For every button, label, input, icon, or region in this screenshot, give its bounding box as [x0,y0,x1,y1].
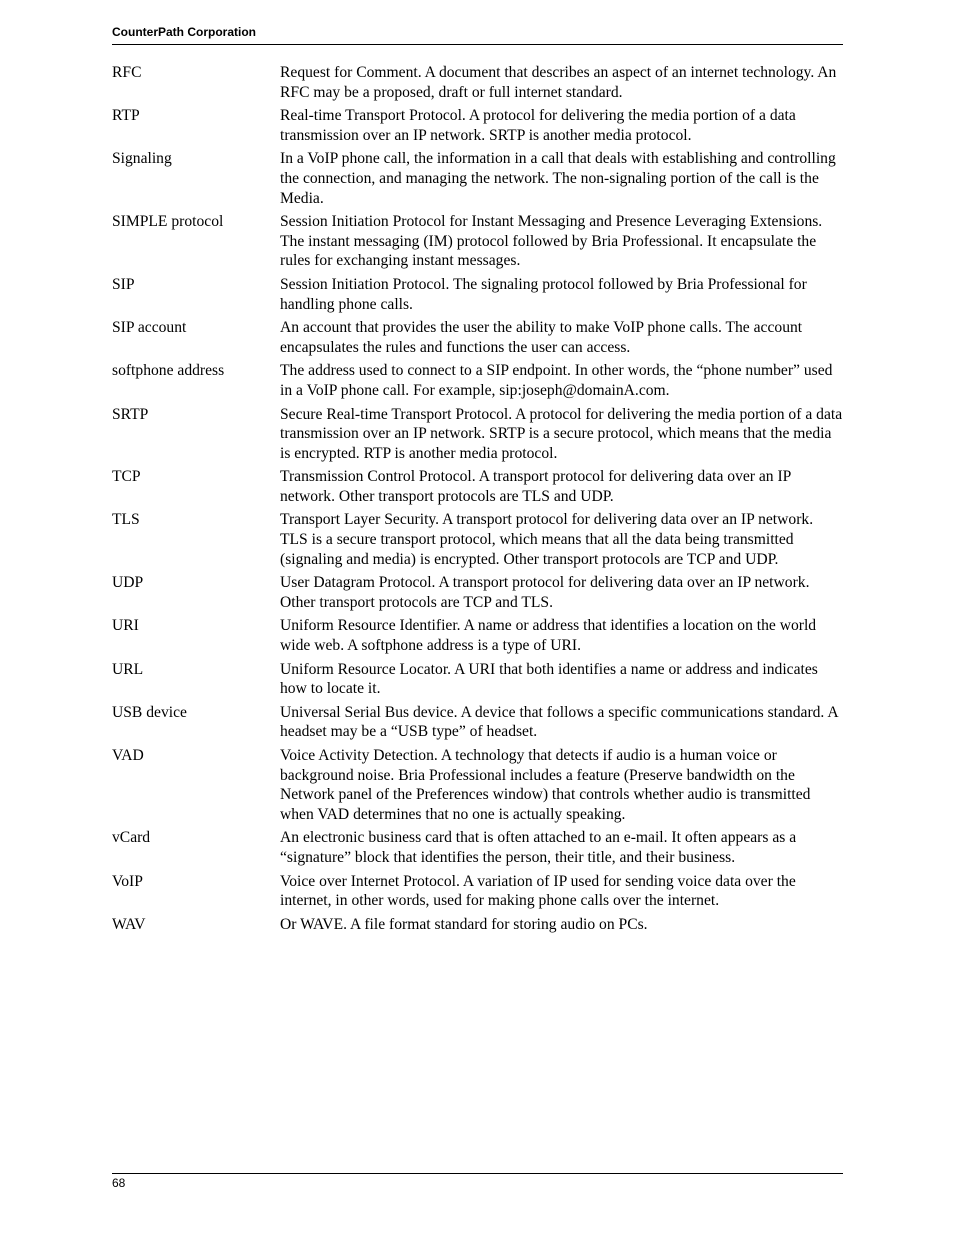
glossary-definition: Real-time Transport Protocol. A protocol for delivering the media portion of a data transmission over an IP network. SRTP is another media protocol. [280,107,796,144]
glossary-definition: Voice over Internet Protocol. A variation of IP used for sending voice data over the internet, in other words, used for making phone calls over the internet. [280,872,796,910]
page-number: 68 [112,1176,126,1190]
glossary-term: VAD [112,747,144,764]
glossary-term: URI [112,617,139,635]
glossary-definition: Voice Activity Detection. A technology that detects if audio is a human voice or background noise. Bria Professional includes a feature (Preserve bandwidth on the Network panel of the Preferences window) that controls whether audio is transmitted when VAD determines that no one is actually speaking. [280,747,811,823]
glossary-entry [112,275,843,314]
glossary-term: softphone address [112,362,225,380]
glossary-term: RFC [112,64,142,81]
glossary-definition: Uniform Resource Identifier. A name or address that identifies a location on the world wide web. A softphone address is a type of URI. [280,617,817,655]
header-company: CounterPath Corporation [112,25,256,39]
glossary-entry [112,361,843,400]
glossary-definition: Session Initiation Protocol. The signaling protocol followed by Bria Professional for handling phone calls. [280,275,807,313]
glossary-term: TCP [112,468,141,486]
glossary-entry [112,212,843,271]
glossary-definition: An account that provides the user the ability to make VoIP phone calls. The account encapsulates the rules and functions the user can access. [280,319,803,356]
glossary-entry [112,510,843,569]
glossary-definition: Uniform Resource Locator. A URI that both identifies a name or address and indicates how to locate it. [280,660,818,698]
glossary-term: SIMPLE protocol [112,213,224,231]
glossary-term: USB device [112,703,187,721]
glossary-term: Signaling [112,150,172,168]
glossary-entry [112,872,843,911]
glossary-entry [112,405,843,464]
glossary-entry [112,467,843,506]
glossary-term: SRTP [112,405,149,423]
glossary-definition: Session Initiation Protocol for Instant Messaging and Presence Leveraging Extensions. The instant messaging (IM) protocol followed by Bria Professional. It encapsulate the rules for exchanging instant messages. [280,213,823,270]
glossary-term: SIP [112,275,135,293]
glossary-entry [112,915,843,935]
glossary-definition: Transport Layer Security. A transport protocol for delivering data over an IP network. TLS is a secure transport protocol, which means that all the data being transmitted (signaling and media) is encrypted. Other transport protocols are TCP and UDP. [280,511,814,568]
glossary-term: TLS [112,511,140,529]
glossary-definition: Or WAVE. A file format standard for storing audio on PCs. [280,915,648,933]
glossary-definition: An electronic business card that is often attached to an e-mail. It often appears as a “signature” block that identifies the person, their title, and their business. [280,829,797,866]
glossary-entry [112,746,843,824]
glossary-entry [112,660,843,699]
glossary-term: RTP [112,107,140,125]
glossary-entry [112,149,843,208]
glossary-entry [112,106,843,145]
footer-divider [112,1173,843,1174]
glossary-definition: User Datagram Protocol. A transport protocol for delivering data over an IP network. Other transport protocols are TCP and TLS. [280,574,810,611]
glossary-definition: Transmission Control Protocol. A transport protocol for delivering data over an IP network. Other transport protocols are TLS and UDP. [280,468,791,505]
glossary-term: vCard [112,829,151,847]
glossary-term: SIP account [112,319,187,337]
glossary-term: WAV [112,915,146,933]
glossary-term: VoIP [112,872,143,890]
glossary-entry [112,63,843,102]
glossary-term: UDP [112,574,144,592]
glossary-entry [112,616,843,655]
glossary-entry [112,318,843,357]
glossary-definition: Request for Comment. A document that describes an aspect of an internet technology. An RFC may be a proposed, draft or full internet standard. [280,64,837,101]
glossary-definition: Secure Real-time Transport Protocol. A protocol for delivering the media portion of a data transmission over an IP network. SRTP is a secure protocol, which means that the media is encrypted. RTP is another media protocol. [280,405,843,462]
glossary-entry [112,828,843,867]
glossary-entry [112,703,843,742]
glossary-definition: The address used to connect to a SIP endpoint. In other words, the “phone number” used in a VoIP phone call. For example, sip:joseph@domainA.com. [280,362,833,399]
glossary-definition: Universal Serial Bus device. A device that follows a specific communications standard. A headset may be a “USB type” of headset. [280,703,838,741]
glossary-definition: In a VoIP phone call, the information in a call that deals with establishing and controlling the connection, and managing the network. The non-signaling portion of the call is the Media. [280,150,836,207]
header-divider [112,44,843,45]
glossary-list [112,63,843,938]
glossary-term: URL [112,660,144,678]
glossary-entry [112,573,843,612]
